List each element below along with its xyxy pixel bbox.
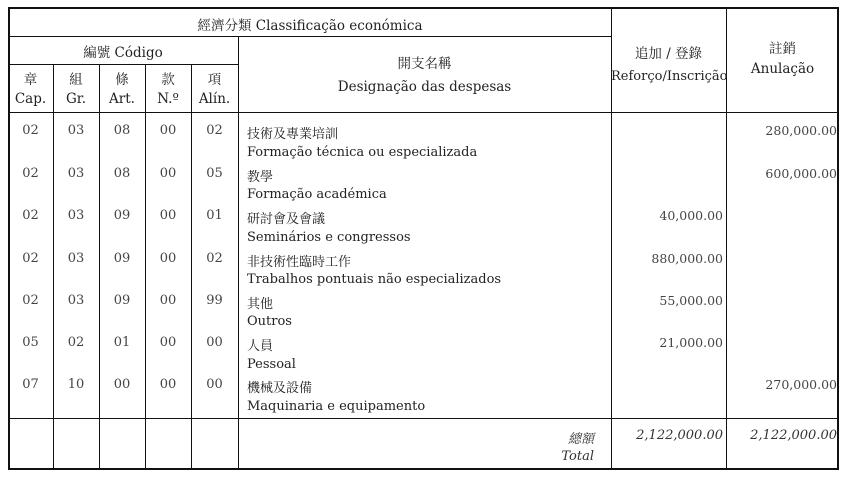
row-no: 00 xyxy=(159,293,177,308)
row-desc-pt: Seminários e congressos xyxy=(247,230,411,245)
row-desc-zh: 非技術性臨時工作 xyxy=(247,255,352,270)
row-cap: 02 xyxy=(22,123,39,138)
row-reforco: 55,000.00 xyxy=(659,293,723,308)
row-art: 01 xyxy=(113,335,131,350)
row-alin: 00 xyxy=(206,335,223,350)
row-gr: 03 xyxy=(67,293,85,308)
rule-col-designation xyxy=(238,36,239,469)
row-art: 00 xyxy=(113,377,131,392)
row-art: 09 xyxy=(113,251,131,266)
row-reforco: 40,000.00 xyxy=(659,208,723,223)
col-art-zh: 條 xyxy=(115,72,129,88)
row-desc-pt: Formação técnica ou especializada xyxy=(247,145,478,160)
row-desc-pt: Formação académica xyxy=(247,187,387,202)
classification-heading: 經濟分類 Classificação económica xyxy=(197,18,423,34)
row-gr: 10 xyxy=(67,377,85,392)
row-desc-zh: 教學 xyxy=(247,170,274,185)
row-reforco: 21,000.00 xyxy=(659,335,723,350)
reforco-heading-pt: Reforço/Inscrição xyxy=(611,69,728,84)
total-anulacao: 2,122,000.00 xyxy=(750,428,837,443)
row-alin: 99 xyxy=(206,293,223,308)
col-cap-pt: Cap. xyxy=(14,91,47,107)
total-label-pt: Total xyxy=(561,449,594,464)
row-art: 08 xyxy=(113,123,131,138)
row-desc-zh: 人員 xyxy=(247,339,274,354)
row-desc-pt: Maquinaria e equipamento xyxy=(247,399,426,414)
row-no: 00 xyxy=(159,208,177,223)
row-art: 09 xyxy=(113,293,131,308)
row-cap: 05 xyxy=(22,335,39,350)
reforco-heading-zh: 追加 / 登錄 xyxy=(634,46,703,62)
rule-above-total xyxy=(8,418,839,419)
row-no: 00 xyxy=(159,335,177,350)
row-cap: 02 xyxy=(22,251,39,266)
row-art: 09 xyxy=(113,208,131,223)
row-anulacao: 270,000.00 xyxy=(765,377,837,392)
row-no: 00 xyxy=(159,251,177,266)
col-alin-zh: 項 xyxy=(207,72,222,88)
row-alin: 01 xyxy=(206,208,223,223)
row-cap: 02 xyxy=(22,166,39,181)
row-desc-pt: Trabalhos pontuais não especializados xyxy=(247,272,502,287)
row-alin: 00 xyxy=(206,377,223,392)
row-gr: 03 xyxy=(67,166,85,181)
col-no-zh: 款 xyxy=(161,72,175,88)
row-cap: 02 xyxy=(22,293,39,308)
code-group-heading: 編號 Código xyxy=(83,45,163,61)
col-cap-zh: 章 xyxy=(23,72,38,88)
designation-heading-zh: 開支名稱 xyxy=(397,56,452,72)
row-cap: 07 xyxy=(22,377,39,392)
row-desc-pt: Pessoal xyxy=(247,357,296,372)
col-no-pt: N.º xyxy=(157,91,179,107)
anulacao-heading-pt: Anulação xyxy=(750,61,815,77)
anulacao-heading-zh: 註銷 xyxy=(769,41,796,57)
row-desc-zh: 機械及設備 xyxy=(247,381,313,396)
row-alin: 02 xyxy=(206,123,223,138)
total-label-zh: 總額 xyxy=(567,432,594,447)
rule-under-code-group xyxy=(8,64,238,65)
row-cap: 02 xyxy=(22,208,39,223)
row-desc-zh: 研討會及會議 xyxy=(247,212,326,227)
rule-under-header xyxy=(8,112,839,113)
col-art-pt: Art. xyxy=(109,91,135,107)
row-anulacao: 280,000.00 xyxy=(765,123,837,138)
row-desc-zh: 其他 xyxy=(247,297,274,312)
row-gr: 02 xyxy=(67,335,85,350)
row-reforco: 880,000.00 xyxy=(651,251,723,266)
col-alin-pt: Alín. xyxy=(198,91,231,107)
row-desc-zh: 技術及專業培訓 xyxy=(247,127,339,142)
row-gr: 03 xyxy=(67,123,85,138)
row-gr: 03 xyxy=(67,208,85,223)
row-no: 00 xyxy=(159,377,177,392)
col-gr-zh: 組 xyxy=(69,72,83,88)
row-no: 00 xyxy=(159,166,177,181)
row-desc-pt: Outros xyxy=(247,314,292,329)
row-art: 08 xyxy=(113,166,131,181)
total-reforco: 2,122,000.00 xyxy=(636,428,723,443)
row-no: 00 xyxy=(159,123,177,138)
designation-heading-pt: Designação das despesas xyxy=(337,79,512,95)
row-alin: 02 xyxy=(206,251,223,266)
row-anulacao: 600,000.00 xyxy=(765,166,837,181)
row-alin: 05 xyxy=(206,166,223,181)
rule-under-classification xyxy=(8,36,612,37)
col-gr-pt: Gr. xyxy=(65,91,87,107)
row-gr: 03 xyxy=(67,251,85,266)
